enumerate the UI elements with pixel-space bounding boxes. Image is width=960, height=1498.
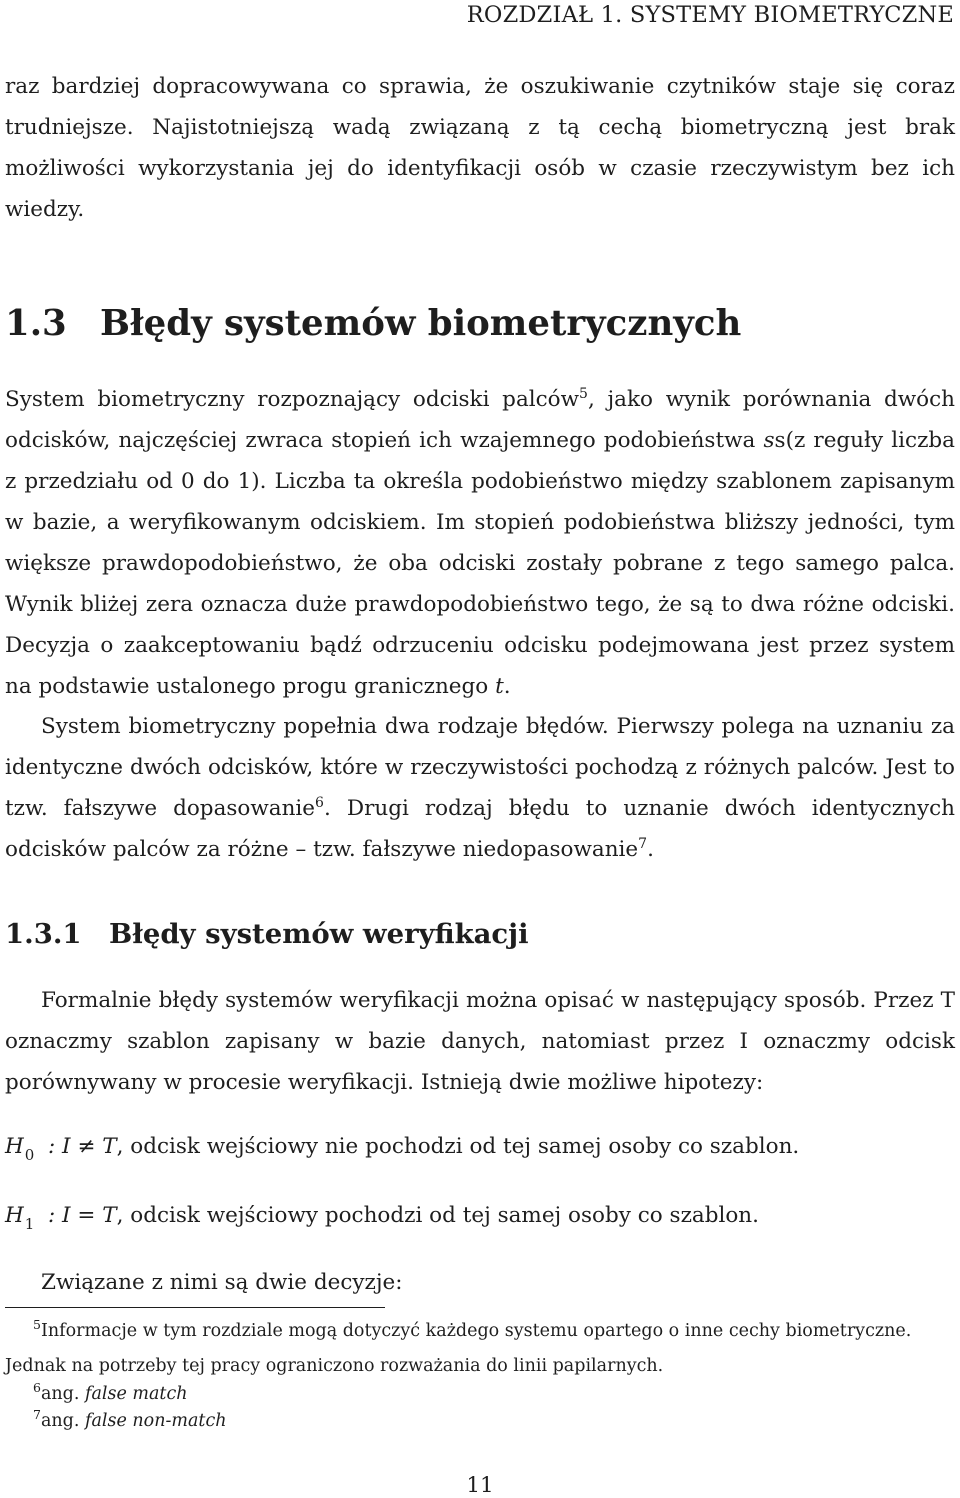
subsection-heading [5, 918, 529, 950]
section-title: Błędy systemów biometrycznych [100, 303, 742, 344]
footnote-rule [5, 1307, 385, 1308]
hypothesis-formula: : I ≠ T [47, 1134, 117, 1159]
footnote-5 [5, 1317, 955, 1346]
footnote-text: Informacje w tym rozdziale mogą dotyczyć każdego systemu opartego o inne cechy biometryczne. [40, 1321, 912, 1341]
hypothesis-subscript: 0 [24, 1146, 35, 1164]
subsection-title: Błędy systemów weryfikacji [109, 918, 529, 950]
text-span: , jako wynik porównania dwóch odcisków, najczęściej zwraca stopień ich wzajemnego podobieństwa [5, 387, 955, 453]
hypothesis-h0 [5, 1134, 800, 1164]
subsection-number: 1.3.1 [5, 918, 82, 950]
footnote-ref-7[interactable]: 7 [638, 835, 648, 852]
page-number: 11 [466, 1473, 494, 1498]
hypothesis-symbol: H [5, 1203, 24, 1228]
footnote-ref-5[interactable]: 5 [579, 385, 588, 402]
hypothesis-subscript: 1 [24, 1215, 35, 1233]
text-span: System biometryczny popełnia dwa rodzaje błędów. Pierwszy polega na uznaniu za identyczne dwóch odcisków, które w rzeczywistości pochodzą z różnych palców. Jest to tzw. fałszywe dopasowanie [5, 714, 955, 821]
paragraph-decisions: Związane z nimi są dwie decyzje: [41, 1270, 403, 1295]
hypothesis-text: , odcisk wejściowy nie pochodzi od tej samej osoby co szablon. [116, 1134, 800, 1159]
variable-t: t [495, 674, 504, 699]
footnote-prefix: ang. [40, 1384, 85, 1404]
footnote-text: false match [85, 1384, 188, 1404]
text-span: . Drugi rodzaj błędu to uznanie dwóch identycznych odcisków palców za różne – tzw. fałszywe niedopasowanie [5, 796, 956, 862]
hypothesis-formula: : I = T [47, 1203, 117, 1228]
text-span: s(z reguły liczba z przedziału od 0 do 1). Liczba ta określa podobieństwo między szablonem zapisanym w bazie, a weryfikowanym odciskiem. Im stopień podobieństwa bliższy jedności, tym większe prawdopodobieństwo, że oba odciski zostały pobrane z tego samego palca. Wynik bliżej zera oznacza duże prawdopodobieństwo tego, że są to dwa różne odciski. Decyzja o zaakceptowaniu bądź odrzuceniu odcisku podejmowana jest przez system na podstawie ustalonego progu granicznego [5, 428, 955, 699]
footnote-mark: 5 [33, 1317, 41, 1333]
footnote-prefix: ang. [40, 1411, 85, 1431]
footnote-text: Jednak na potrzeby tej pracy ograniczono rozważania do linii papilarnych. [5, 1356, 664, 1376]
hypothesis-h1 [5, 1203, 759, 1233]
paragraph-errors [5, 706, 955, 870]
footnote-7 [5, 1407, 955, 1436]
footnote-6 [5, 1380, 955, 1409]
text-span: . [503, 674, 511, 699]
paragraph-formal: Formalnie błędy systemów weryfikacji można opisać w następujący sposób. Przez T oznaczmy szablon zapisany w bazie danych, natomiast przez I oznaczmy odcisk porównywany w procesie weryfikacji. Istnieją dwie możliwe hipotezy: [5, 988, 955, 1095]
running-header: ROZDZIAŁ 1. SYSTEMY BIOMETRYCZNE [466, 2, 954, 28]
footnote-text: false non-match [85, 1411, 227, 1431]
text-span: System biometryczny rozpoznający odciski palców [5, 387, 580, 412]
footnote-mark: 7 [33, 1407, 41, 1423]
paragraph-system [5, 379, 955, 707]
footnote-mark: 6 [33, 1380, 41, 1396]
hypothesis-symbol: H [5, 1134, 24, 1159]
section-heading [5, 303, 741, 344]
hypothesis-text: , odcisk wejściowy pochodzi od tej samej osoby co szablon. [116, 1203, 759, 1228]
section-number: 1.3 [5, 303, 67, 344]
footnote-5-continued [5, 1352, 955, 1381]
paragraph-intro: raz bardziej dopracowywana co sprawia, że oszukiwanie czytników staje się coraz trudniejsze. Najistotniejszą wadą związaną z tą cechą biometryczną jest brak możliwości wykorzystania jej do identyfikacji osób w czasie rzeczywistym bez ich wiedzy. [5, 74, 955, 222]
footnote-ref-6[interactable]: 6 [315, 794, 324, 811]
variable-s: s [763, 428, 775, 453]
text-span: . [647, 837, 654, 862]
